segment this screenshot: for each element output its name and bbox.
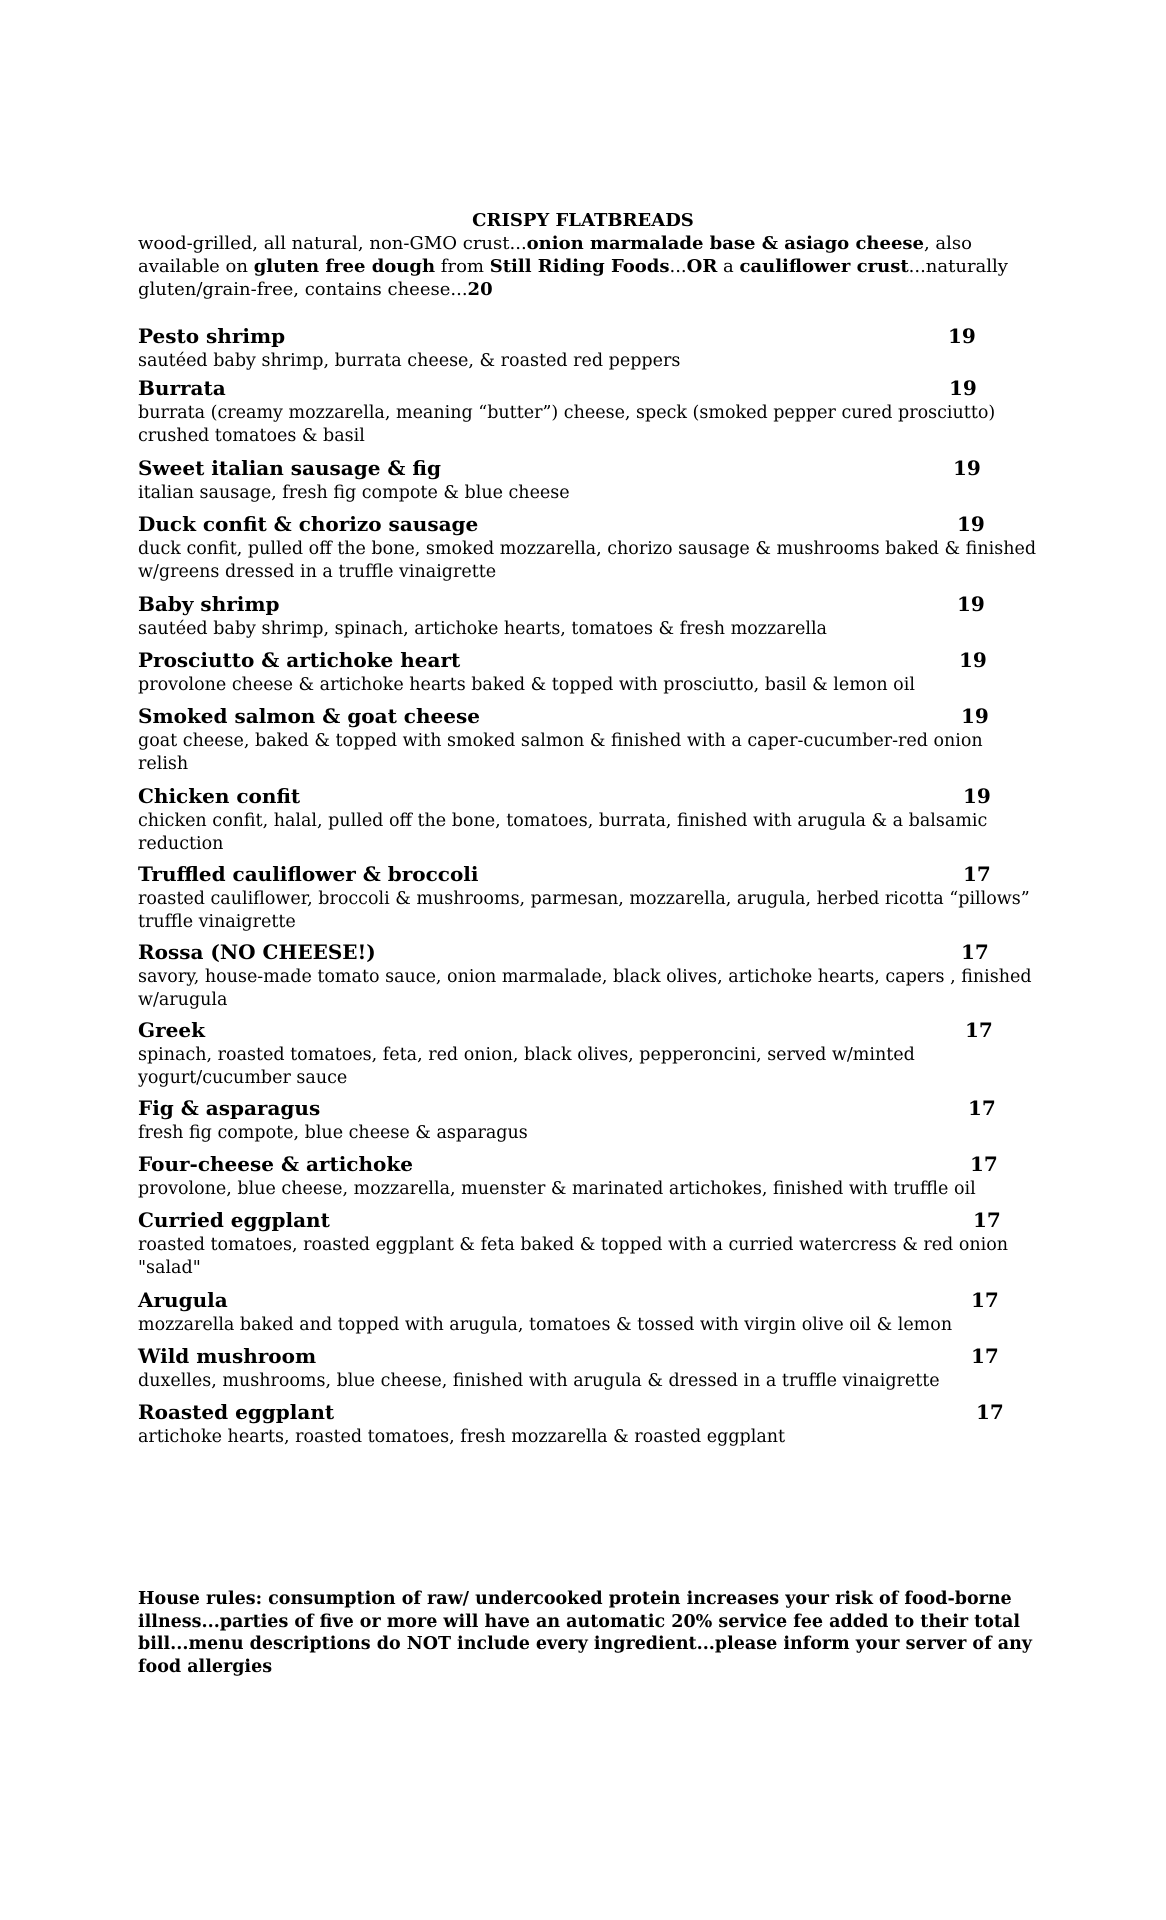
menu-item-name: Curried eggplant	[138, 1208, 330, 1232]
menu-item-name: Roasted eggplant	[138, 1400, 335, 1424]
menu-item-name: Truffled cauliflower & broccoli	[138, 862, 479, 886]
menu-item	[138, 648, 1038, 697]
menu-item-description: provolone, blue cheese, mozzarella, muenster & marinated artichokes, finished with truffle oil	[138, 1179, 976, 1199]
menu-item-price: 19	[963, 784, 991, 808]
menu-item-price: 19	[949, 376, 977, 400]
intro-segment: from	[435, 256, 490, 277]
intro-segment: ...naturally gluten/grain-free, contains cheese...	[138, 256, 1008, 300]
menu-item	[138, 940, 1038, 1011]
menu-item-description: artichoke hearts, roasted tomatoes, fresh mozzarella & roasted eggplant	[138, 1427, 786, 1447]
menu-item-name: Rossa (NO CHEESE!)	[138, 940, 376, 964]
menu-item	[138, 324, 1038, 373]
menu-item-description: goat cheese, baked & topped with smoked salmon & finished with a caper-cucumber-red onion relish	[138, 731, 983, 774]
intro-segment: ...	[669, 256, 687, 277]
menu-item-name: Duck confit & chorizo sausage	[138, 512, 479, 536]
menu-item	[138, 592, 1038, 641]
menu-item-description: roasted cauliflower, broccoli & mushrooms, parmesan, mozzarella, arugula, herbed ricotta “pillows” truffle vinaigrette	[138, 889, 1030, 932]
intro-segment: 20	[467, 279, 493, 300]
menu-item	[138, 704, 1038, 775]
intro-segment: onion marmalade base & asiago cheese	[526, 233, 924, 254]
menu-item-price: 19	[959, 648, 987, 672]
menu-item-price: 19	[961, 704, 989, 728]
menu-item-price: 17	[971, 1344, 999, 1368]
menu-item-price: 17	[976, 1400, 1004, 1424]
menu-item-name: Smoked salmon & goat cheese	[138, 704, 480, 728]
menu-item-description: provolone cheese & artichoke hearts baked & topped with prosciutto, basil & lemon oil	[138, 675, 915, 695]
intro-segment: , also available on	[138, 233, 972, 277]
menu-item-description: italian sausage, fresh fig compote & blue cheese	[138, 483, 570, 503]
menu-item-description: duck confit, pulled off the bone, smoked mozzarella, chorizo sausage & mushrooms baked & finished w/greens dressed in a truffle vinaigrette	[138, 539, 1037, 582]
menu-item-price: 19	[948, 324, 976, 348]
menu-item-name: Four-cheese & artichoke	[138, 1152, 413, 1176]
menu-item-description: fresh fig compote, blue cheese & asparagus	[138, 1123, 528, 1143]
menu-item	[138, 1400, 1038, 1449]
menu-item-name: Prosciutto & artichoke heart	[138, 648, 461, 672]
intro-segment: cauliflower crust	[739, 256, 909, 277]
menu-item	[138, 376, 1038, 447]
menu-item	[138, 862, 1038, 933]
menu-item	[138, 512, 1038, 583]
menu-item-price: 17	[973, 1208, 1001, 1232]
menu-item-name: Wild mushroom	[138, 1344, 317, 1368]
menu-item-description: roasted tomatoes, roasted eggplant & feta baked & topped with a curried watercress & red onion "salad"	[138, 1235, 1009, 1278]
menu-item-description: spinach, roasted tomatoes, feta, red onion, black olives, pepperoncini, served w/minted yogurt/cucumber sauce	[138, 1045, 915, 1088]
menu-item-description: savory, house-made tomato sauce, onion marmalade, black olives, artichoke hearts, capers , finished w/arugula	[138, 967, 1032, 1010]
menu-item-name: Greek	[138, 1018, 205, 1042]
menu-item-price: 17	[965, 1018, 993, 1042]
intro-segment: Still Riding Foods	[489, 256, 670, 277]
menu-item-price: 17	[963, 862, 991, 886]
menu-item-price: 19	[957, 592, 985, 616]
intro-segment: OR	[686, 256, 718, 277]
menu-item-name: Sweet italian sausage & fig	[138, 456, 441, 480]
menu-item-name: Pesto shrimp	[138, 324, 286, 348]
menu-item	[138, 1208, 1038, 1279]
menu-item-name: Burrata	[138, 376, 226, 400]
menu-item-price: 19	[953, 456, 981, 480]
menu-item-name: Baby shrimp	[138, 592, 280, 616]
menu-item-description: burrata (creamy mozzarella, meaning “butter”) cheese, speck (smoked pepper cured prosciutto) crushed tomatoes & basil	[138, 403, 996, 446]
menu-item-price: 17	[971, 1288, 999, 1312]
intro-segment: gluten free dough	[253, 256, 436, 277]
menu-item-name: Fig & asparagus	[138, 1096, 321, 1120]
menu-item-price: 17	[961, 940, 989, 964]
menu-item	[138, 1018, 1038, 1089]
menu-item-description: duxelles, mushrooms, blue cheese, finished with arugula & dressed in a truffle vinaigrette	[138, 1371, 940, 1391]
menu-item	[138, 1344, 1038, 1393]
menu-item-price: 17	[970, 1152, 998, 1176]
menu-item-description: chicken confit, halal, pulled off the bone, tomatoes, burrata, finished with arugula & a balsamic reduction	[138, 811, 988, 854]
menu-item-description: sautéed baby shrimp, burrata cheese, & roasted red peppers	[138, 351, 681, 371]
menu-section-title: CRISPY FLATBREADS	[472, 210, 694, 231]
menu-item-name: Arugula	[138, 1288, 228, 1312]
menu-item-description: sautéed baby shrimp, spinach, artichoke hearts, tomatoes & fresh mozzarella	[138, 619, 827, 639]
menu-item-description: mozzarella baked and topped with arugula, tomatoes & tossed with virgin olive oil & lemon	[138, 1315, 953, 1335]
menu-item-name: Chicken confit	[138, 784, 301, 808]
menu-item-price: 17	[968, 1096, 996, 1120]
menu-item-price: 19	[957, 512, 985, 536]
menu-item	[138, 1288, 1038, 1337]
intro-segment: a	[717, 256, 740, 277]
house-rules: House rules: consumption of raw/ undercooked protein increases your risk of food-borne illness...parties of five or more will have an automatic 20% service fee added to their total bill...menu descriptions do NOT include every ingredient...please inform your server of any food allergies	[138, 1589, 1032, 1677]
intro-segment: wood-grilled, all natural, non-GMO crust...	[138, 233, 527, 254]
menu-item	[138, 1096, 1038, 1145]
menu-item	[138, 456, 1038, 505]
menu-item	[138, 784, 1038, 855]
menu-item	[138, 1152, 1038, 1201]
section-intro	[138, 232, 1038, 301]
